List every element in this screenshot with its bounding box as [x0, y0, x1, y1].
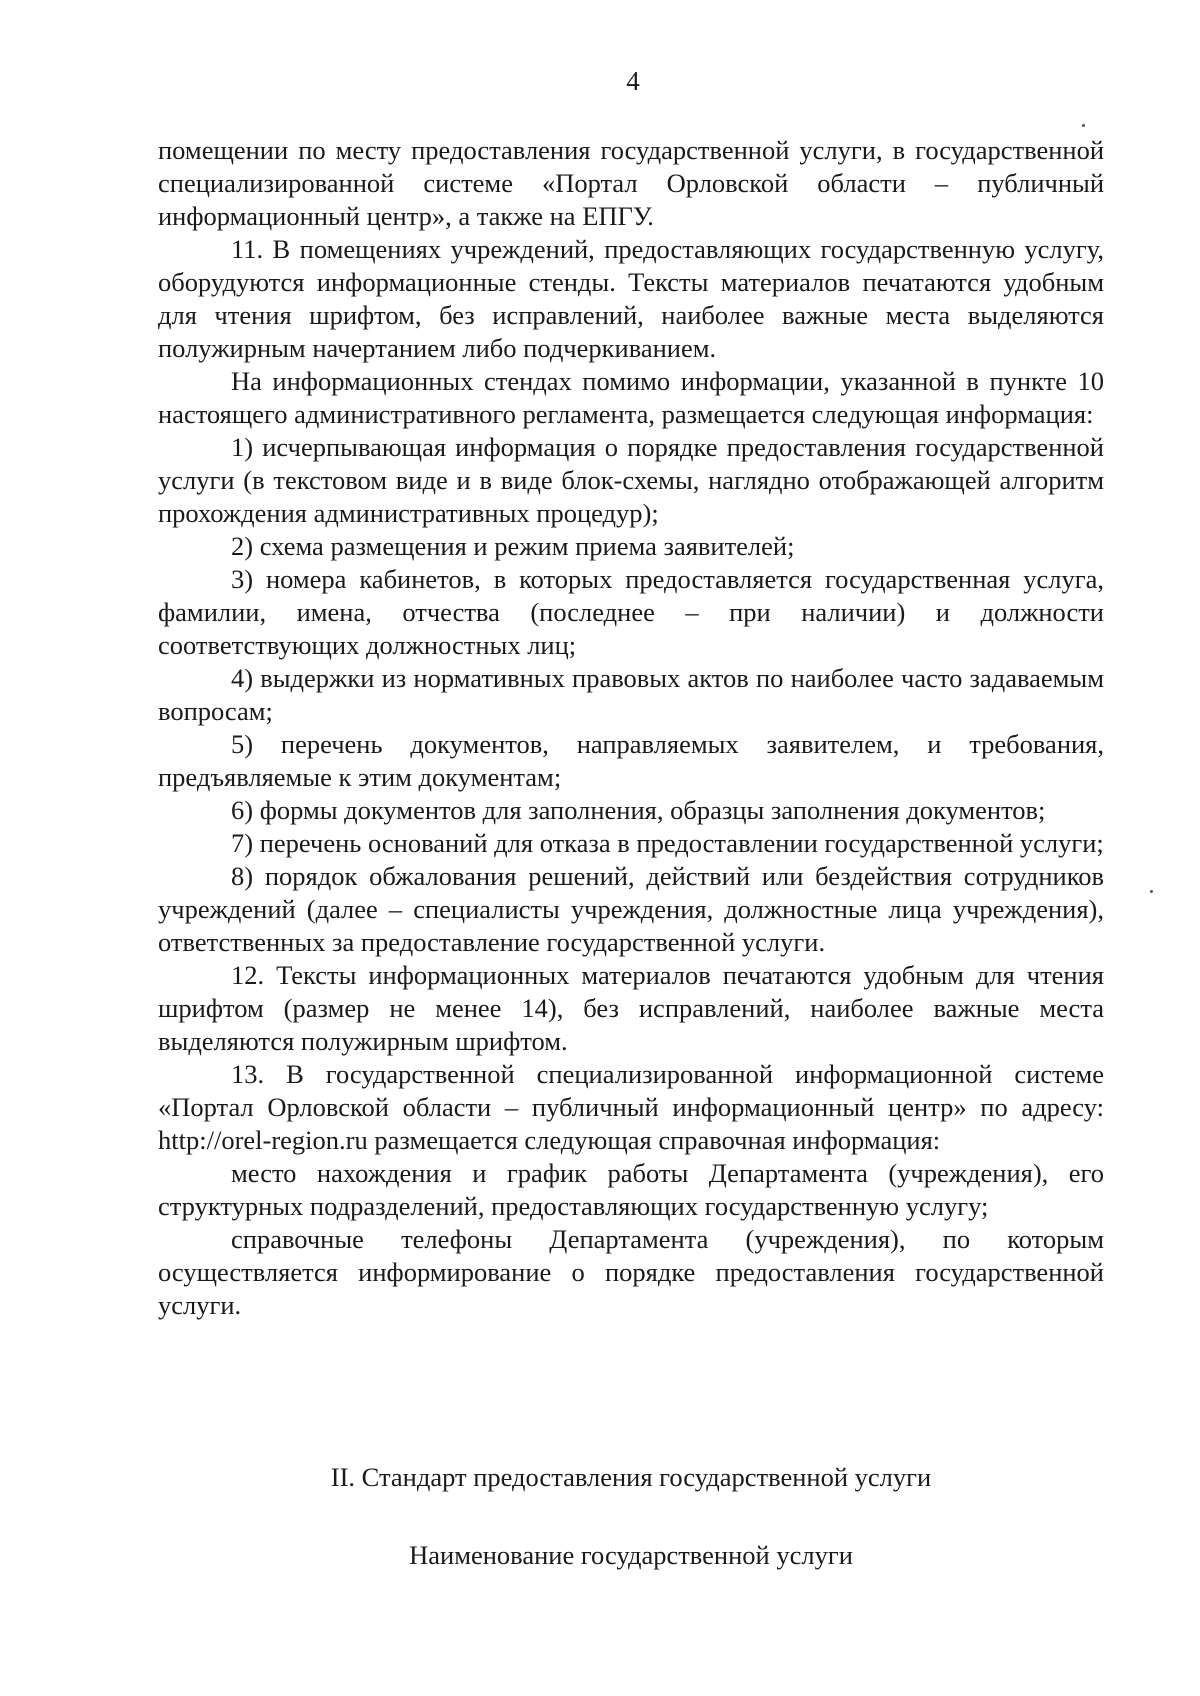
list-item: 1) исчерпывающая информация о порядке предоставления государственной услуги (в текстовом виде и в виде блок-схемы, наглядно отображающей алгоритм прохождения административных процедур); [158, 432, 1104, 528]
paragraph: На информационных стендах помимо информации, указанной в пункте 10 настоящего административного регламента, размещается следующая информация: [158, 366, 1104, 429]
page-number: 4 [626, 66, 640, 96]
paragraph: 12. Тексты информационных материалов печатаются удобным для чтения шрифтом (размер не менее 14), без исправлений, наиболее важные места выделяются полужирным шрифтом. [158, 960, 1104, 1056]
subheading: Наименование государственной услуги [409, 1540, 853, 1570]
list-item: 8) порядок обжалования решений, действий или бездействия сотрудников учреждений (далее – специалисты учреждения, должностные лица учреждения), ответственных за предоставление государственной услуги. [158, 861, 1104, 957]
list-item: 6) формы документов для заполнения, образцы заполнения документов; [231, 795, 1046, 825]
list-item: 2) схема размещения и режим приема заявителей; [231, 531, 795, 561]
paragraph: справочные телефоны Департамента (учреждения), по которым осуществляется информирование о порядке предоставления государственной услуги. [158, 1224, 1104, 1320]
document-body [158, 134, 1104, 1322]
paragraph: помещении по месту предоставления государственной услуги, в государственной специализированной системе «Портал Орловской области – публичный информационный центр», а также на ЕПГУ. [158, 135, 1104, 231]
list-item: 5) перечень документов, направляемых заявителем, и требования, предъявляемые к этим документам; [158, 729, 1104, 792]
paragraph: место нахождения и график работы Департамента (учреждения), его структурных подразделений, предоставляющих государственную услугу; [158, 1158, 1104, 1221]
paragraph: 11. В помещениях учреждений, предоставляющих государственную услугу, оборудуются информационные стенды. Тексты материалов печатаются удобным для чтения шрифтом, без исправлений, наиболее важные места выделяются полужирным начертанием либо подчеркиванием. [158, 234, 1104, 363]
list-item: 4) выдержки из нормативных правовых актов по наиболее часто задаваемым вопросам; [158, 663, 1104, 726]
scan-speck [1082, 124, 1085, 127]
scan-speck [1150, 890, 1153, 893]
list-item: 3) номера кабинетов, в которых предоставляется государственная услуга, фамилии, имена, отчества (последнее – при наличии) и должности соответствующих должностных лиц; [158, 564, 1104, 660]
section-heading: II. Стандарт предоставления государственной услуги [330, 1462, 932, 1492]
paragraph: 13. В государственной специализированной информационной системе «Портал Орловской области – публичный информационный центр» по адресу: http://orel-region.ru размещается следующая справочная информация: [158, 1059, 1104, 1155]
list-item: 7) перечень оснований для отказа в предоставлении государственной услуги; [231, 828, 1104, 858]
